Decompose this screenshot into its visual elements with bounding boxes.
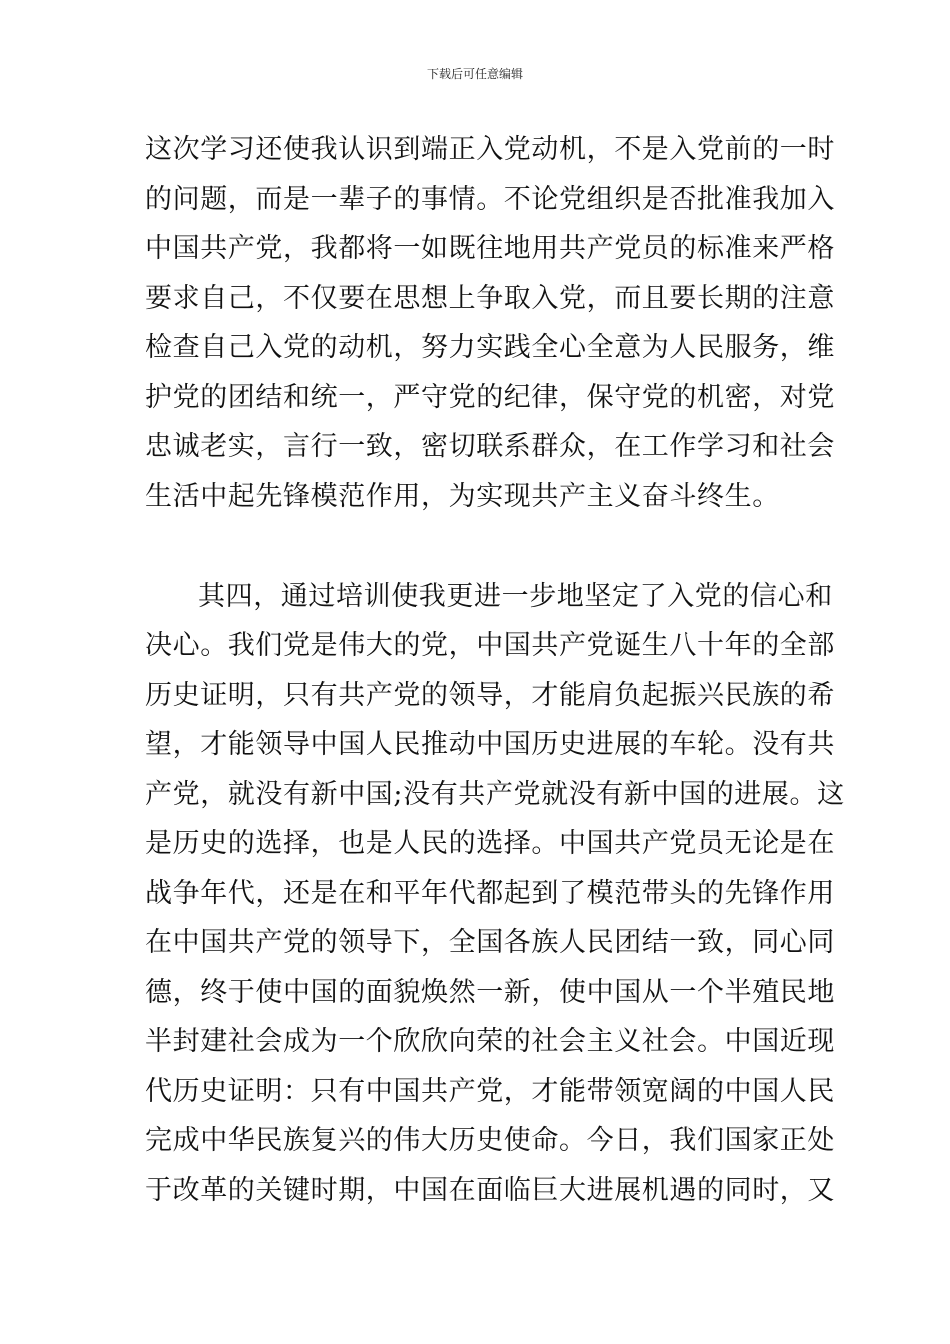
- text-line: 在中国共产党的领导下，全国各族人民团结一致，同心同: [145, 927, 835, 958]
- text-line: 半封建社会成为一个欣欣向荣的社会主义社会。中国近现: [145, 1026, 835, 1057]
- text-line: 其四，通过培训使我更进一步地坚定了入党的信心和: [198, 581, 833, 612]
- text-line: 代历史证明：只有中国共产党，才能带领宽阔的中国人民: [145, 1076, 835, 1107]
- text-line: 是历史的选择，也是人民的选择。中国共产党员无论是在: [145, 828, 835, 859]
- text-line: 检查自己入党的动机，努力实践全心全意为人民服务，维: [145, 332, 835, 363]
- text-line: 德，终于使中国的面貌焕然一新，使中国从一个半殖民地: [145, 977, 835, 1008]
- text-line: 生活中起先锋模范作用，为实现共产主义奋斗终生。: [145, 481, 780, 512]
- text-line: 决心。我们党是伟大的党，中国共产党诞生八十年的全部: [145, 630, 835, 661]
- text-line: 的问题，而是一辈子的事情。不论党组织是否批准我加入: [145, 184, 835, 215]
- text-line: 产党，就没有新中国;没有共产党就没有新中国的进展。这: [145, 779, 845, 810]
- text-line: 忠诚老实，言行一致，密切联系群众，在工作学习和社会: [145, 431, 835, 462]
- text-line: 望，才能领导中国人民推动中国历史进展的车轮。没有共: [145, 729, 835, 760]
- text-line: 完成中华民族复兴的伟大历史使命。今日，我们国家正处: [145, 1125, 835, 1156]
- text-line: 要求自己，不仅要在思想上争取入党，而且要长期的注意: [145, 283, 835, 314]
- text-line: 中国共产党，我都将一如既往地用共产党员的标准来严格: [145, 233, 835, 264]
- text-line: 战争年代，还是在和平年代都起到了模范带头的先锋作用: [145, 878, 835, 909]
- text-line: 于改革的关键时期，中国在面临巨大进展机遇的同时，又: [145, 1175, 835, 1206]
- text-line: 历史证明，只有共产党的领导，才能肩负起振兴民族的希: [145, 680, 835, 711]
- text-line: 这次学习还使我认识到端正入党动机，不是入党前的一时: [145, 134, 835, 165]
- page-header: 下载后可任意编辑: [426, 67, 523, 81]
- text-line: 护党的团结和统一，严守党的纪律，保守党的机密，对党: [145, 382, 835, 413]
